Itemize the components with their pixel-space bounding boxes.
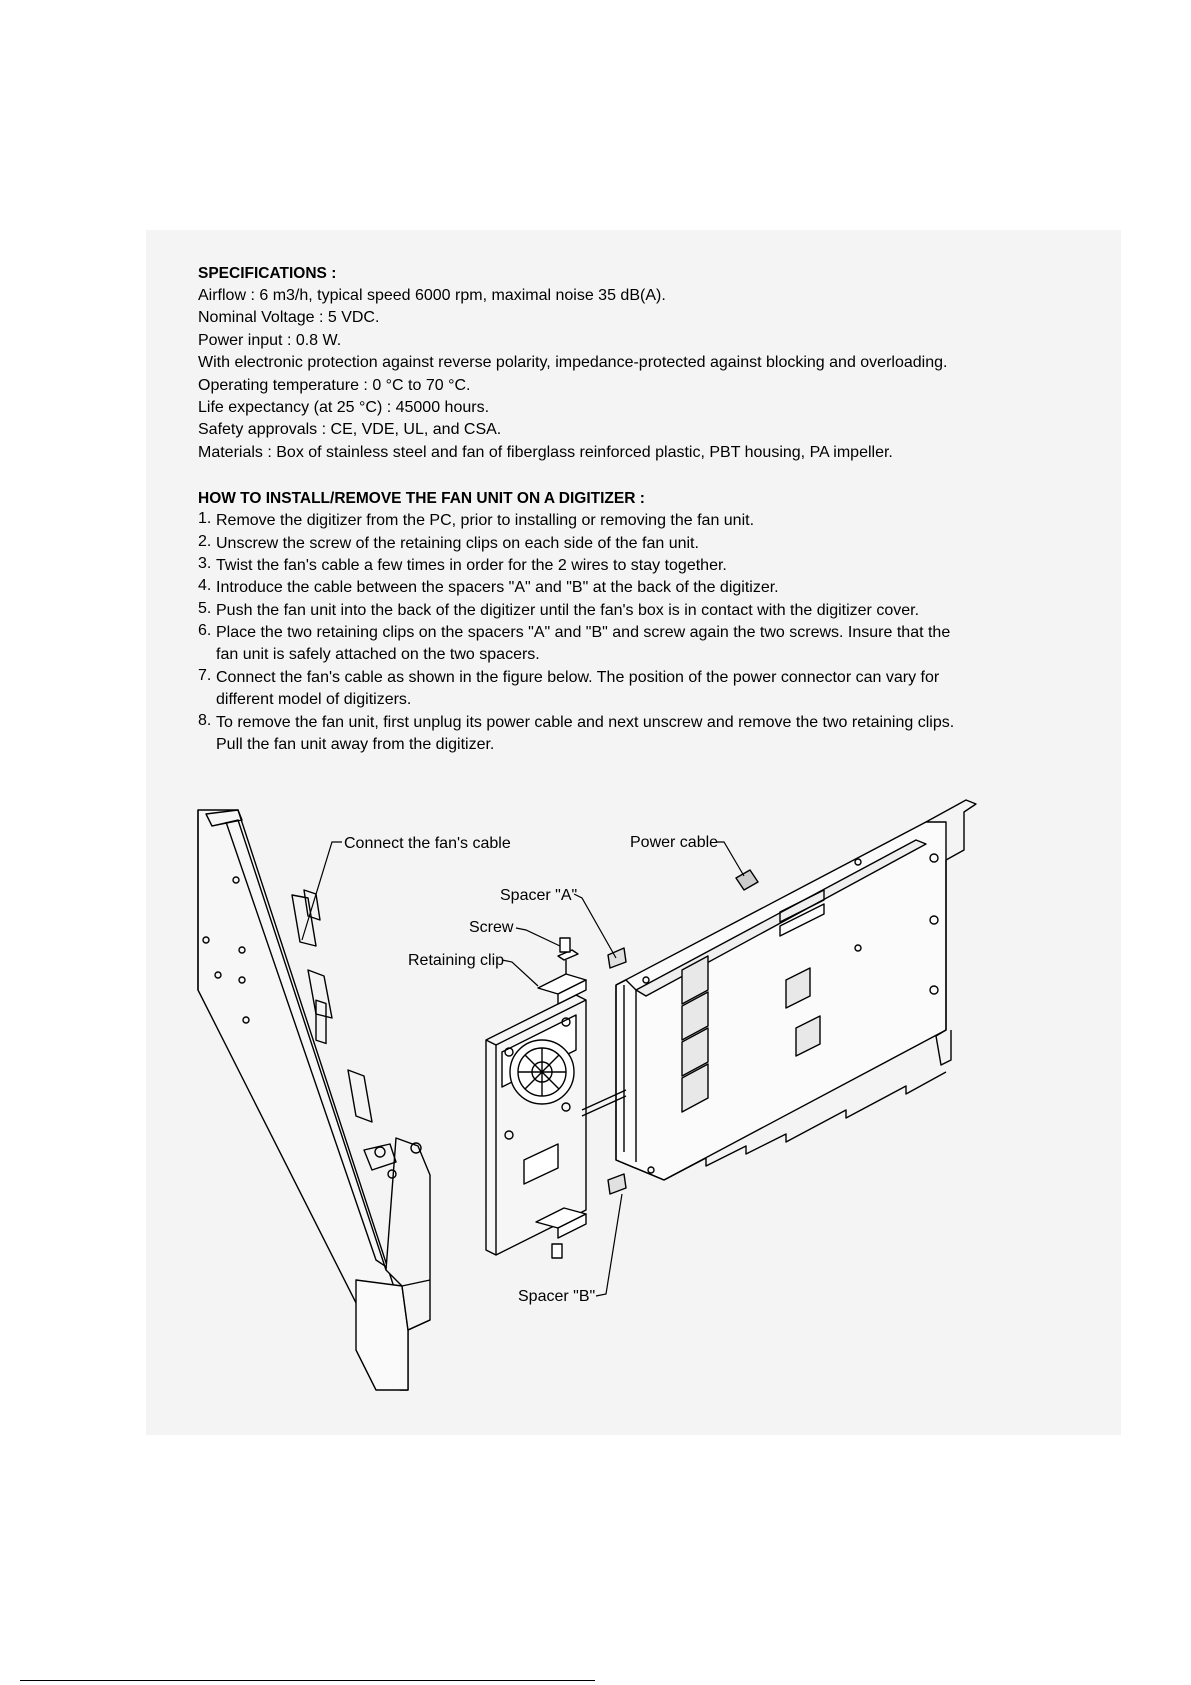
leader-spacer-b	[596, 1194, 622, 1296]
label-spacer-a: Spacer "A"	[500, 887, 578, 904]
spec-line: Safety approvals : CE, VDE, UL, and CSA.	[198, 421, 502, 439]
leader-spacer-a	[574, 894, 616, 958]
spec-line: With electronic protection against reverse polarity, impedance-protected against blocking and overloading.	[198, 354, 948, 372]
spec-line: Power input : 0.8 W.	[198, 331, 342, 349]
install-step	[198, 577, 1098, 599]
label-connect-cable: Connect the fan's cable	[344, 835, 511, 852]
step-text: Push the fan unit into the back of the digitizer until the fan's box is in contact with the digitizer cover.	[216, 601, 920, 619]
step-text-continued: fan unit is safely attached on the two spacers.	[216, 646, 540, 664]
step-text: Unscrew the screw of the retaining clips on each side of the fan unit.	[216, 534, 699, 552]
fan-installation-diagram	[146, 790, 1121, 1410]
digitizer-board	[616, 800, 976, 1180]
install-step	[198, 600, 1098, 622]
step-number: 4.	[198, 577, 212, 595]
spec-line: Airflow : 6 m3/h, typical speed 6000 rpm, maximal noise 35 dB(A).	[198, 287, 666, 304]
step-text: To remove the fan unit, first unplug its power cable and next unscrew and remove the two retaining clips.	[216, 713, 955, 731]
leader-power-cable	[716, 842, 744, 876]
spec-line: Nominal Voltage : 5 VDC.	[198, 309, 380, 327]
install-step	[198, 533, 1098, 555]
footer-rule	[20, 1680, 595, 1681]
spec-line: Operating temperature : 0 °C to 70 °C.	[198, 376, 471, 394]
leader-retaining-clip	[502, 960, 538, 986]
specifications-heading: SPECIFICATIONS :	[198, 265, 337, 282]
step-number: 6.	[198, 622, 212, 640]
step-number: 7.	[198, 666, 212, 684]
step-text-continued: different model of digitizers.	[216, 691, 412, 709]
install-step	[198, 555, 1098, 577]
install-step	[198, 622, 1098, 667]
step-text: Place the two retaining clips on the spacers "A" and "B" and screw again the two screws. Insure that the	[216, 624, 951, 642]
install-step	[198, 667, 1098, 712]
step-number: 8.	[198, 711, 212, 729]
install-heading: HOW TO INSTALL/REMOVE THE FAN UNIT ON A DIGITIZER :	[198, 490, 645, 508]
step-number: 2.	[198, 532, 212, 550]
step-text: Introduce the cable between the spacers "A" and "B" at the back of the digitizer.	[216, 579, 779, 597]
label-power-cable: Power cable	[630, 834, 719, 851]
spacer-b	[608, 1174, 626, 1194]
step-text: Connect the fan's cable as shown in the figure below. The position of the power connector can vary for	[216, 668, 940, 686]
step-text-continued: Pull the fan unit away from the digitizer.	[216, 736, 495, 754]
step-number: 5.	[198, 599, 212, 617]
install-step	[198, 712, 1098, 757]
label-retaining-clip: Retaining clip	[408, 952, 505, 969]
step-text: Twist the fan's cable a few times in order for the 2 wires to stay together.	[216, 556, 727, 574]
step-number: 1.	[198, 510, 212, 528]
step-number: 3.	[198, 554, 212, 572]
spacer-a	[608, 948, 626, 968]
label-screw: Screw	[469, 919, 514, 936]
retaining-clip-top	[538, 938, 586, 1004]
spec-line: Life expectancy (at 25 °C) : 45000 hours.	[198, 398, 490, 416]
install-step	[198, 510, 1098, 532]
leader-screw	[516, 928, 560, 946]
step-text: Remove the digitizer from the PC, prior to installing or removing the fan unit.	[216, 512, 755, 530]
document-body	[198, 263, 1098, 756]
digitizer-side-view	[198, 810, 430, 1390]
spec-line: Materials : Box of stainless steel and fan of fiberglass reinforced plastic, PBT housing, PA impeller.	[198, 443, 893, 461]
label-spacer-b: Spacer "B"	[518, 1288, 596, 1305]
